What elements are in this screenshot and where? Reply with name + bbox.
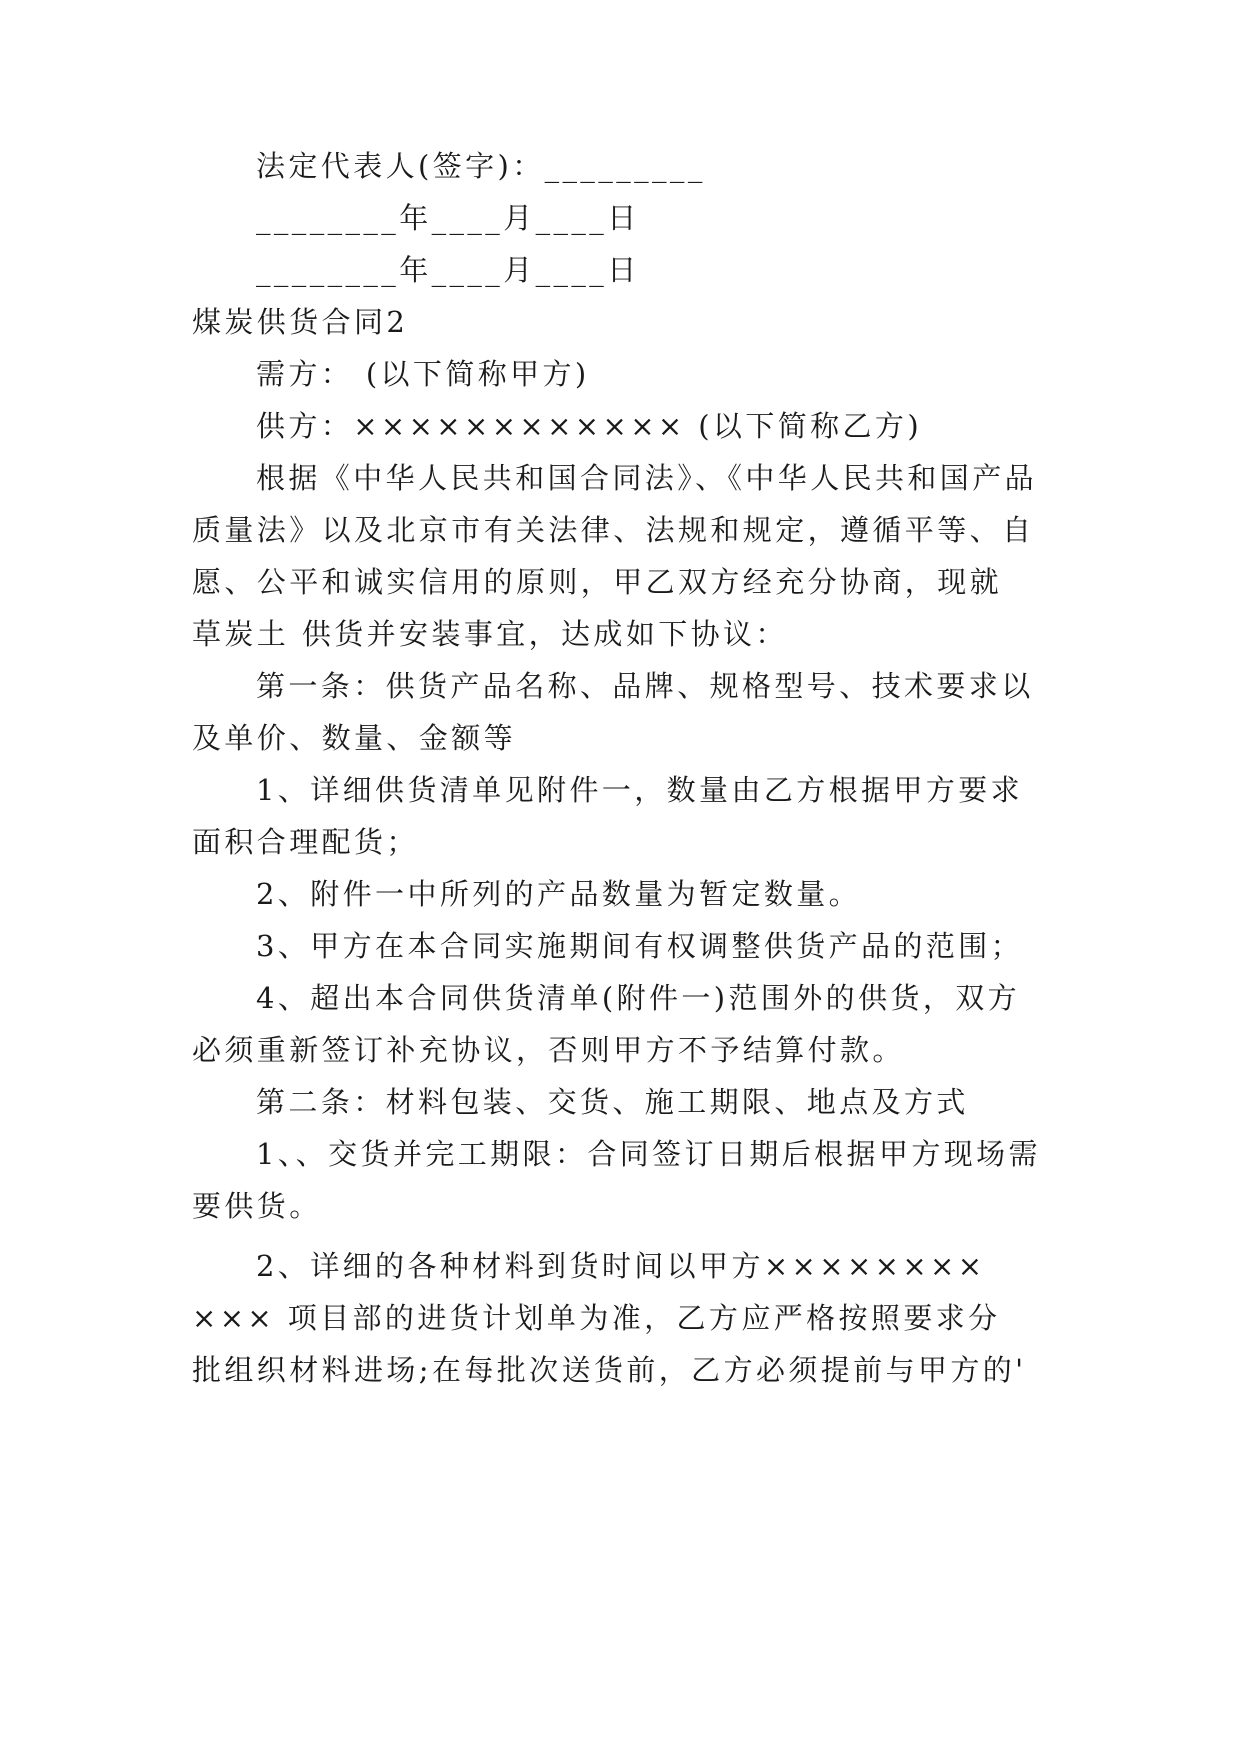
buyer-line: 需方： (以下简称甲方)	[256, 357, 590, 391]
article-2-item-1: 1、、交货并完工期限：合同签订日期后根据甲方现场需	[256, 1137, 1041, 1171]
article-2-item-1: 要供货。	[192, 1189, 322, 1223]
article-1-item-4: 必须重新签订补充协议，否则甲方不予结算付款。	[192, 1033, 905, 1067]
article-1-heading: 及单价、数量、金额等	[192, 721, 517, 755]
legal-representative-signature-line: 法定代表人(签字)：_________	[256, 149, 706, 183]
contract-title: 煤炭供货合同2	[192, 305, 409, 339]
article-1-item-2: 2、附件一中所列的产品数量为暂定数量。	[256, 877, 862, 911]
seller-line: 供方：×××××××××××× (以下简称乙方)	[256, 409, 923, 443]
date-line-2: ________年____月____日	[256, 253, 640, 287]
preamble-line: 愿、公平和诚实信用的原则，甲乙双方经充分协商，现就	[192, 565, 1003, 599]
article-2-item-2: 批组织材料进场;在每批次送货前，乙方必须提前与甲方的'	[192, 1353, 1027, 1387]
preamble-line: 根据《中华人民共和国合同法》、《中华人民共和国产品	[256, 461, 1038, 495]
article-1-heading: 第一条：供货产品名称、品牌、规格型号、技术要求以	[256, 669, 1034, 703]
article-2-item-2: 2、详细的各种材料到货时间以甲方××××××××	[256, 1249, 986, 1283]
article-1-item-1: 1、详细供货清单见附件一，数量由乙方根据甲方要求	[256, 773, 1024, 807]
preamble-line: 草炭土 供货并安装事宜，达成如下协议：	[192, 617, 788, 651]
article-1-item-4: 4、超出本合同供货清单(附件一)范围外的供货，双方	[256, 981, 1021, 1015]
date-line-1: ________年____月____日	[256, 201, 640, 235]
article-1-item-3: 3、甲方在本合同实施期间有权调整供货产品的范围；	[256, 929, 1024, 963]
article-1-item-1: 面积合理配货；	[192, 825, 419, 859]
article-2-heading: 第二条：材料包装、交货、施工期限、地点及方式	[256, 1085, 969, 1119]
preamble-line: 质量法》以及北京市有关法律、法规和规定，遵循平等、自	[192, 513, 1035, 547]
article-2-item-2: ××× 项目部的进货计划单为准，乙方应严格按照要求分	[192, 1301, 1001, 1335]
